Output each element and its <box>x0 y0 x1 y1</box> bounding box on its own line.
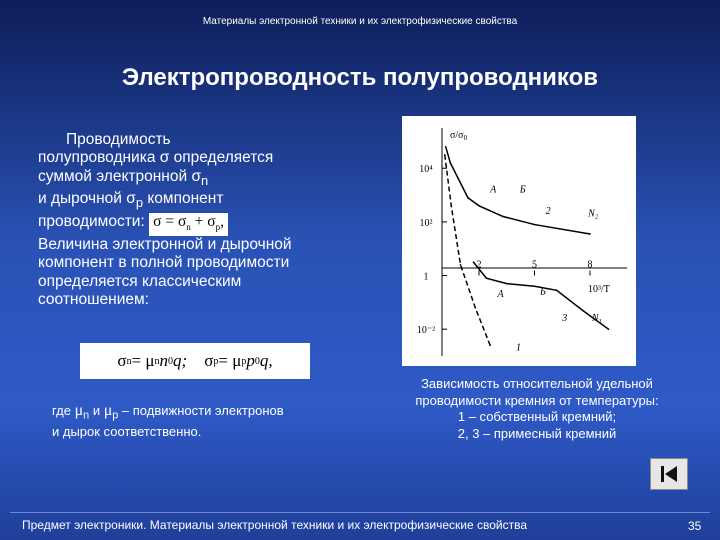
y-tick-label: 10⁴ <box>419 164 433 176</box>
curve-2-point <box>467 197 469 199</box>
caption-line-2: проводимости кремния от температуры: <box>415 392 659 408</box>
slide-header: Материалы электронной техники и их электрофизические свойства <box>202 16 518 27</box>
body-line-6: Величина электронной и дырочной <box>38 235 292 253</box>
x-tick-label: 8 <box>587 259 593 271</box>
body-line-3: суммой электронной $\sigma_n$ <box>38 167 209 188</box>
annotation-label: 1 <box>516 342 521 354</box>
curve-1-point <box>460 264 462 266</box>
annotation-label: A <box>497 288 504 300</box>
curve-3-point <box>486 277 488 279</box>
slide-title: Электропроводность полупроводников <box>121 64 599 91</box>
footer-divider <box>10 512 710 513</box>
y-tick-label: 10² <box>419 217 433 229</box>
curve-2-point <box>478 205 480 207</box>
curve-2-point <box>502 216 504 218</box>
skip-to-start-icon <box>656 463 682 485</box>
caption-line-1: Зависимость относительной удельной <box>421 376 653 391</box>
curve-3-point <box>534 285 536 287</box>
curve-1 <box>445 155 490 345</box>
annotation-label: N₂ <box>588 208 599 220</box>
mobility-note: где $\mu_n$ и $\mu_p$ – подвижности электронов и дырок соответственно. <box>52 402 284 439</box>
y-axis-label: $\sigma/\sigma_0$ <box>450 130 468 142</box>
curve-2 <box>446 147 590 234</box>
curve-annotations <box>489 184 602 353</box>
curve-1-point <box>450 205 452 207</box>
axis-ticks <box>417 164 593 336</box>
body-text <box>38 131 358 310</box>
body-line-1: Проводимость <box>66 131 171 148</box>
annotation-label: N₁ <box>591 313 603 325</box>
graph-caption <box>372 376 702 442</box>
body-line-4: и дырочной $\sigma_p$ компонент <box>38 190 224 211</box>
curves <box>444 146 609 346</box>
curve-3-point <box>473 261 475 263</box>
curve-2-point <box>534 224 536 226</box>
conductivity-formula: σ n = μ n n 0 q; σ p = μ p p 0 q, <box>80 343 310 379</box>
x-axis-label: 10³/T <box>588 284 610 295</box>
curve-1-point <box>444 154 446 156</box>
body-line-9: соотношением: <box>38 291 149 309</box>
curve-1-point <box>475 307 477 309</box>
footer-text: Предмет электроники. Материалы электронной техники и их электрофизические свойства <box>22 518 528 532</box>
body-line-8: определяется классическим <box>38 272 242 290</box>
first-slide-button[interactable] <box>650 458 688 490</box>
y-tick-label: 1 <box>423 271 429 283</box>
caption-line-3: 1 – собственный кремний; <box>457 409 617 424</box>
body-line-2: полупроводника σ определяется <box>38 149 274 167</box>
annotation-label: A <box>490 184 497 196</box>
curve-3-point <box>608 328 610 330</box>
x-tick-label: 2 <box>476 259 482 271</box>
body-line-7: компонент в полной проводимости <box>38 254 290 272</box>
caption-line-4: 2, 3 – примесный кремний <box>457 425 617 441</box>
curve-3-point <box>506 283 508 285</box>
annotation-label: 2 <box>545 205 551 217</box>
y-tick-label: 10⁻² <box>416 325 436 337</box>
conductivity-chart-svg <box>402 116 636 366</box>
curve-3-point <box>556 289 558 291</box>
curve-3-point <box>582 310 584 312</box>
curve-1-point <box>489 344 491 346</box>
curve-2-point <box>450 162 452 164</box>
inline-formula: $\sigma = \sigma_n + \sigma_p$, <box>149 213 228 236</box>
annotation-label: Б <box>519 184 526 196</box>
curve-2-point <box>589 233 591 235</box>
annotation-label: 3 <box>562 313 568 325</box>
page-number: 35 <box>688 519 702 533</box>
body-line-5: проводимости: $\sigma = \sigma_n + \sigma_p$, <box>38 213 358 236</box>
annotation-label: Б <box>540 286 546 298</box>
x-tick-label: 5 <box>532 259 537 271</box>
curve-2-point <box>445 146 447 148</box>
conductivity-graph <box>402 116 636 366</box>
